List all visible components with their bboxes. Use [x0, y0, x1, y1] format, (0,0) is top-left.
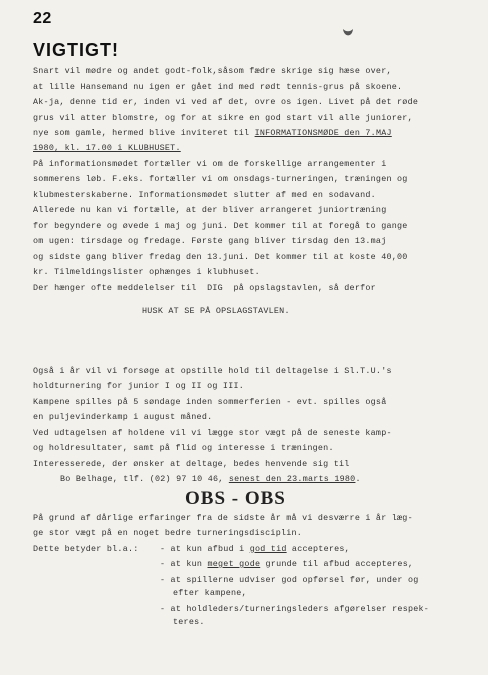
body-line: Der hænger ofte meddelelser til DIG på opslagstavlen, så derfor: [33, 283, 376, 293]
body-line: Ved udtagelsen af holdene vil vi lægge stor vægt på de seneste kamp-: [33, 428, 392, 438]
rule-item-cont: efter kampene,: [173, 588, 247, 598]
body-line: Snart vil mødre og andet godt-folk,såsom fædre skrige sig hæse over,: [33, 66, 392, 76]
body-line: ge stor vægt på en noget bedre turneringsdisciplin.: [33, 528, 303, 538]
rule-text: grunde til afbud accepteres,: [260, 559, 414, 569]
contact-period: .: [355, 474, 361, 484]
body-line: kr. Tilmeldingslister ophænges i klubhuset.: [33, 267, 260, 277]
page-heading: VIGTIGT!: [33, 40, 119, 60]
rules-intro: Dette betyder bl.a.:: [33, 544, 139, 554]
reminder-line: HUSK AT SE PÅ OPSLAGSTAVLEN.: [142, 306, 290, 316]
body-line: [33, 128, 392, 138]
body-line: holdturnering for junior I og II og III.: [33, 381, 245, 391]
rule-item: - at holdleders/turneringsleders afgørelser respek-: [160, 604, 430, 614]
body-line: Allerede nu kan vi fortælle, at der bliver arrangeret juniortræning: [33, 205, 387, 215]
contact-text: Bo Belhage, tlf. (02) 97 10 46,: [60, 474, 229, 484]
body-line: sommerens løb. F.eks. fortæller vi om onsdags-turneringen, træningen og: [33, 174, 408, 184]
rule-item: [160, 559, 413, 569]
body-line: På grund af dårlige erfaringer fra de sidste år må vi desværre i år læg-: [33, 513, 413, 523]
rule-text: accepteres,: [286, 544, 350, 554]
body-line: og sidste gang bliver fredag den 13.juni. Det kommer til at koste 40,00: [33, 252, 408, 262]
body-line: På informationsmødet fortæller vi om de forskellige arrangementer i: [33, 159, 387, 169]
rule-text: - at kun afbud i: [160, 544, 250, 554]
punch-mark-icon: [341, 26, 355, 40]
body-line: en puljevinderkamp i august måned.: [33, 412, 213, 422]
invite-text: nye som gamle, hermed blive inviteret til: [33, 128, 255, 138]
body-line: og holdresultater, samt på flid og interesse i træningen.: [33, 443, 334, 453]
meeting-time-underlined: 1980, kl. 17.00 i KLUBHUSET.: [33, 143, 181, 153]
body-line: for begyndere og øvede i maj og juni. Det kommer til at foregå to gange: [33, 221, 408, 231]
rule-underlined: god tid: [249, 544, 287, 554]
rule-underlined: meget gode: [207, 559, 261, 569]
rule-text: - at kun: [160, 559, 208, 569]
body-line: Også i år vil vi forsøge at opstille hold til deltagelse i Sl.T.U.'s: [33, 366, 392, 376]
deadline-underlined: senest den 23.marts 1980: [228, 474, 356, 484]
contact-line: [60, 474, 361, 484]
body-line: Kampene spilles på 5 søndage inden sommerferien - evt. spilles også: [33, 397, 387, 407]
body-line: Interesserede, der ønsker at deltage, bedes henvende sig til: [33, 459, 350, 469]
body-line: Ak-ja, denne tid er, inden vi ved af det, ovre os igen. Livet på det røde: [33, 97, 419, 107]
rule-item: [160, 544, 350, 554]
obs-heading: OBS - OBS: [185, 488, 286, 509]
body-line: at lille Hansemand nu igen er gået ind med rødt tennis-grus på skoene.: [33, 82, 403, 92]
body-line: klubmesterskaberne. Informationsmødet slutter af med en sodavand.: [33, 190, 376, 200]
body-line: grus vil atter blomstre, og for at sikre en god start vil alle juniorer,: [33, 113, 413, 123]
page-number: 22: [33, 10, 52, 27]
meeting-date-underlined: INFORMATIONSMØDE den 7.MAJ: [254, 128, 392, 138]
body-line: om ugen: tirsdage og fredage. Første gang bliver tirsdag den 13.maj: [33, 236, 387, 246]
rule-item: - at spillerne udviser god opførsel før, under og: [160, 575, 419, 585]
rule-item-cont: teres.: [173, 617, 205, 627]
